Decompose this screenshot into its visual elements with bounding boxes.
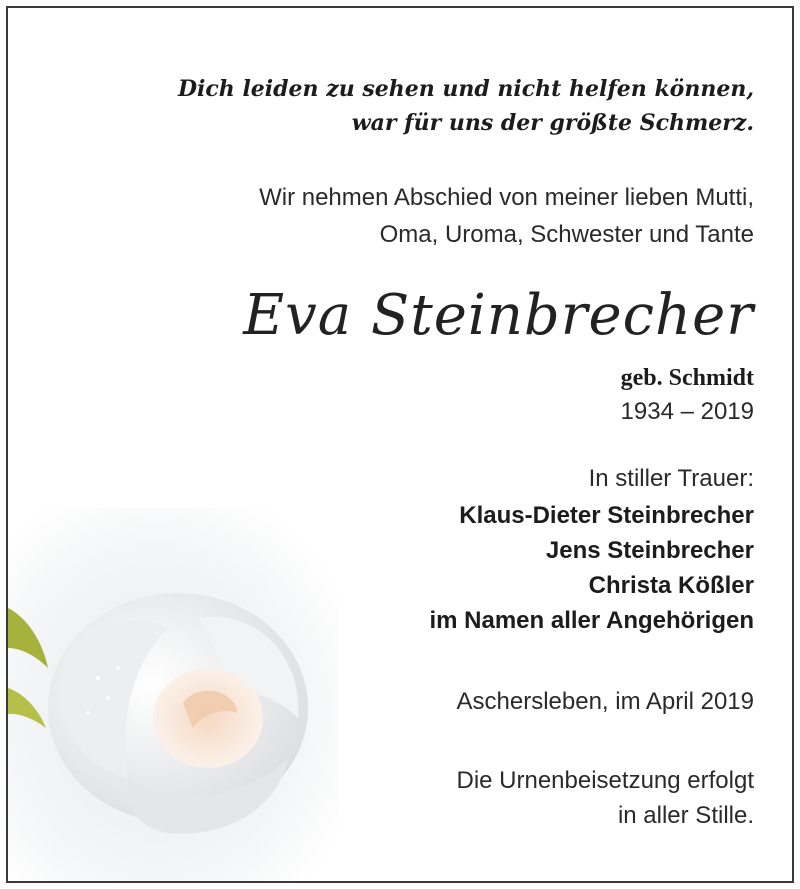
motto-line-1: Dich leiden zu sehen und nicht helfen können, bbox=[177, 76, 754, 102]
motto-quote bbox=[178, 72, 754, 140]
intro-line-1: Wir nehmen Abschied von meiner lieben Mutti, bbox=[259, 184, 754, 211]
obituary-frame bbox=[6, 6, 794, 883]
burial-line-2: in aller Stille. bbox=[617, 802, 754, 829]
mourners-heading: In stiller Trauer: bbox=[588, 465, 754, 492]
mourner-name: im Namen aller Angehörigen bbox=[429, 607, 754, 634]
mourner-name: Jens Steinbrecher bbox=[545, 537, 754, 564]
burial-line-1: Die Urnenbeisetzung erfolgt bbox=[456, 767, 754, 794]
white-rose-image bbox=[8, 508, 338, 881]
deceased-name: Eva Steinbrecher bbox=[243, 283, 754, 348]
burial-notice bbox=[456, 763, 754, 833]
farewell-intro bbox=[259, 179, 754, 253]
intro-line-2: Oma, Uroma, Schwester und Tante bbox=[379, 221, 754, 248]
life-years: 1934 – 2019 bbox=[620, 398, 754, 425]
mourner-name: Klaus-Dieter Steinbrecher bbox=[459, 502, 754, 529]
mourners-list bbox=[429, 498, 754, 638]
motto-line-2: war für uns der größte Schmerz. bbox=[351, 110, 754, 136]
birth-name: geb. Schmidt bbox=[620, 365, 754, 391]
place-date: Aschersleben, im April 2019 bbox=[456, 688, 754, 715]
mourner-name: Christa Kößler bbox=[588, 572, 754, 599]
